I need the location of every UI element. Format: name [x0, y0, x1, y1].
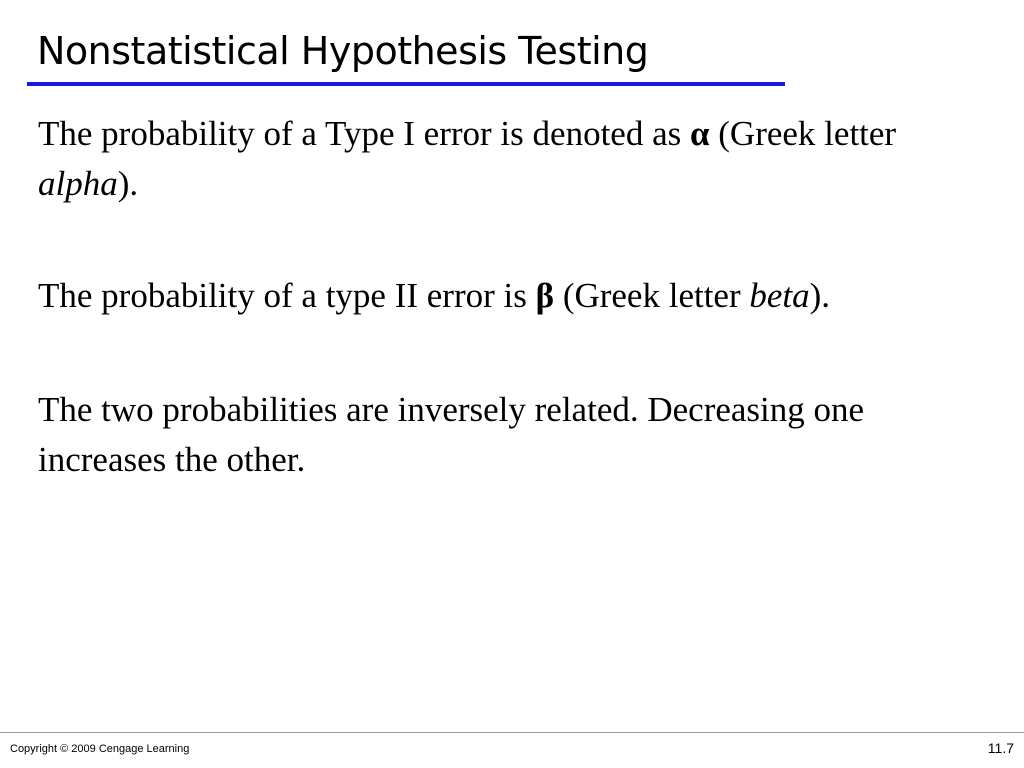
- paragraph-type-two-error: [38, 271, 998, 321]
- beta-name: beta: [749, 276, 810, 315]
- beta-symbol: β: [535, 276, 555, 315]
- paragraph-text: (Greek letter: [554, 276, 750, 315]
- alpha-name: alpha: [38, 164, 118, 203]
- paragraph-text: ).: [809, 276, 831, 315]
- paragraph-text: The probability of a type II error is: [38, 276, 536, 315]
- slide-title: Nonstatistical Hypothesis Testing: [37, 29, 649, 73]
- paragraph-inverse-relation: The two probabilities are inversely related. Decreasing one increases the other.: [38, 390, 865, 479]
- title-underline: [27, 82, 785, 86]
- paragraph-text: The probability of a Type I error is denoted as: [38, 114, 690, 153]
- slide-number: 11.7: [987, 740, 1014, 756]
- paragraph-type-one-error: [38, 109, 948, 209]
- alpha-symbol: α: [689, 114, 710, 153]
- copyright-text: Copyright © 2009 Cengage Learning: [10, 743, 190, 755]
- paragraph-text: (Greek letter: [709, 114, 897, 153]
- footer-divider: [0, 732, 1024, 733]
- paragraph-text: ).: [117, 164, 139, 203]
